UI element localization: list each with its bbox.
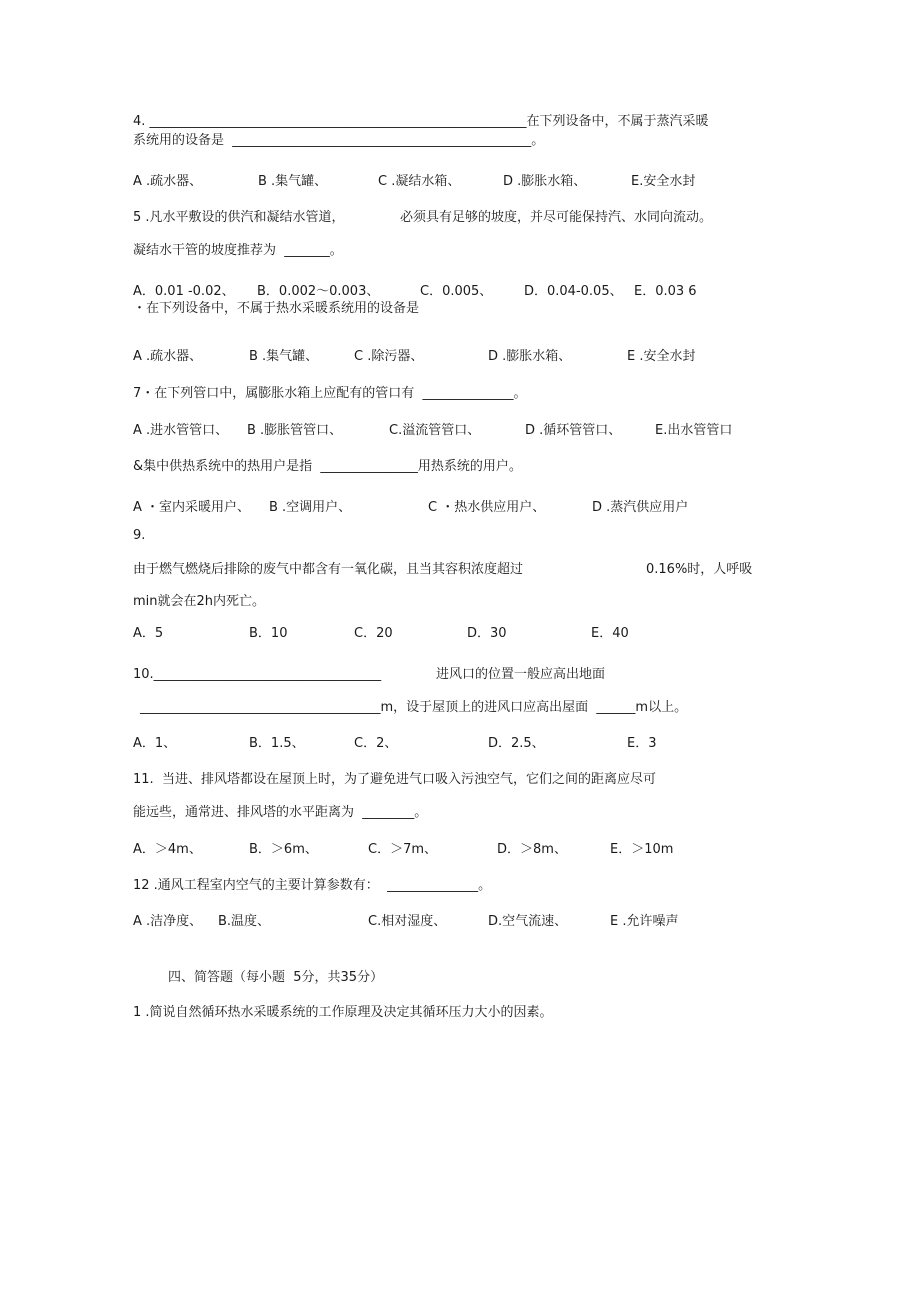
q12-option-e: E .允许噪声 — [610, 914, 679, 929]
q5-line2: 凝结水干管的坡度推荐为 _______。 — [133, 243, 343, 258]
q11-option-c: C．＞7m、 — [368, 842, 438, 857]
q10-option-d: D．2.5、 — [488, 736, 545, 751]
q7-option-e: E.出水管管口 — [655, 423, 733, 438]
q4-option-e: E.安全水封 — [631, 174, 696, 189]
q9-option-b: B．10 — [249, 626, 288, 641]
q11-option-a: A．＞4m、 — [133, 842, 202, 857]
q9-line1a: 由于燃气燃烧后排除的废气中都含有一氧化碳，且当其容积浓度超过 — [133, 562, 524, 577]
q11-option-d: D．＞8m、 — [497, 842, 567, 857]
q6-option-a: A .疏水器、 — [133, 349, 203, 364]
q6-line1: ・在下列设备中，不属于热水采暖系统用的设备是 — [133, 301, 420, 316]
q10-option-c: C．2、 — [354, 736, 398, 751]
q6-option-b: B .集气罐、 — [249, 349, 319, 364]
q6-option-d: D .膨胀水箱、 — [488, 349, 572, 364]
q4-option-a: A .疏水器、 — [133, 174, 203, 189]
q10-line2: _____________________________________m，设于屋顶上的进风口应高出屋面 ______m以上。 — [140, 700, 688, 715]
q9-option-d: D．30 — [467, 626, 507, 641]
q8-option-a: A ・室内采暖用户、 — [133, 500, 251, 515]
q6-option-e: E .安全水封 — [627, 349, 696, 364]
q9-option-a: A．5 — [133, 626, 164, 641]
q8-line1: &集中供热系统中的热用户是指 _______________用热系统的用户。 — [133, 459, 522, 474]
q10-option-a: A．1、 — [133, 736, 177, 751]
q11-line2: 能远些，通常进、排风塔的水平距离为 ________。 — [133, 805, 428, 820]
q5-line1a: 5 .凡水平敷设的供汽和凝结水管道， — [133, 210, 345, 225]
q5-line1b: 必须具有足够的坡度，并尽可能保持汽、水同向流动。 — [400, 210, 713, 225]
q11-option-b: B．＞6m、 — [249, 842, 318, 857]
q7-option-b: B .膨胀管管口、 — [247, 423, 343, 438]
q10-line1a: 10.___________________________________ — [133, 667, 382, 682]
q7-option-a: A .进水管管口、 — [133, 423, 229, 438]
q4-option-c: C .凝结水箱、 — [378, 174, 461, 189]
q9-option-c: C．20 — [354, 626, 393, 641]
section4-title: 四、简答题（每小题 5分，共35分） — [168, 970, 384, 985]
q8-option-b: B .空调用户、 — [269, 500, 352, 515]
q10-line1b: 进风口的位置一般应高出地面 — [436, 667, 606, 682]
q8-option-d: D .蒸汽供应用户 — [592, 500, 689, 515]
q9-line2: min就会在2h内死亡。 — [133, 594, 266, 609]
q12-option-d: D.空气流速、 — [488, 914, 568, 929]
q11-line1: 11. 当进、排风塔都设在屋顶上时，为了避免进气口吸入污浊空气，它们之间的距离应尽可 — [133, 772, 656, 787]
q12-line1: 12 .通风工程室内空气的主要计算参数有： ______________。 — [133, 878, 492, 893]
q8-option-c: C ・热水供应用户、 — [428, 500, 546, 515]
q7-option-d: D .循环管管口、 — [525, 423, 622, 438]
q12-option-b: B.温度、 — [218, 914, 271, 929]
q10-option-b: B．1.5、 — [249, 736, 305, 751]
q4-option-b: B .集气罐、 — [258, 174, 328, 189]
q5-option-d: D．0.04-0.05、 — [524, 284, 623, 299]
q5-option-b: B．0.002～0.003、 — [257, 284, 380, 299]
q4-option-d: D .膨胀水箱、 — [503, 174, 587, 189]
q9-line1b: 0.16%时，人呼吸 — [646, 562, 753, 577]
q4-line2: 系统用的设备是 ______________________________________________。 — [133, 133, 545, 148]
q11-option-e: E．＞10m — [610, 842, 674, 857]
q7-line1: 7・在下列管口中，属膨胀水箱上应配有的管口有 ______________。 — [133, 386, 527, 401]
q4-line1: 4. __________________________________________________________在下列设备中，不属于蒸汽采暖 — [133, 114, 709, 129]
section4-question-1: 1 .简说自然循环热水采暖系统的工作原理及决定其循环压力大小的因素。 — [133, 1005, 553, 1020]
q10-option-e: E．3 — [627, 736, 657, 751]
q5-option-a: A．0.01 -0.02、 — [133, 284, 235, 299]
q12-option-a: A .洁净度、 — [133, 914, 203, 929]
q7-option-c: C.溢流管管口、 — [389, 423, 481, 438]
q5-option-e: E．0.03 6 — [634, 284, 697, 299]
q9-number: 9. — [133, 528, 146, 543]
q12-option-c: C.相对湿度、 — [368, 914, 447, 929]
q5-option-c: C．0.005、 — [420, 284, 493, 299]
q9-option-e: E．40 — [591, 626, 629, 641]
q6-option-c: C .除污器、 — [354, 349, 424, 364]
